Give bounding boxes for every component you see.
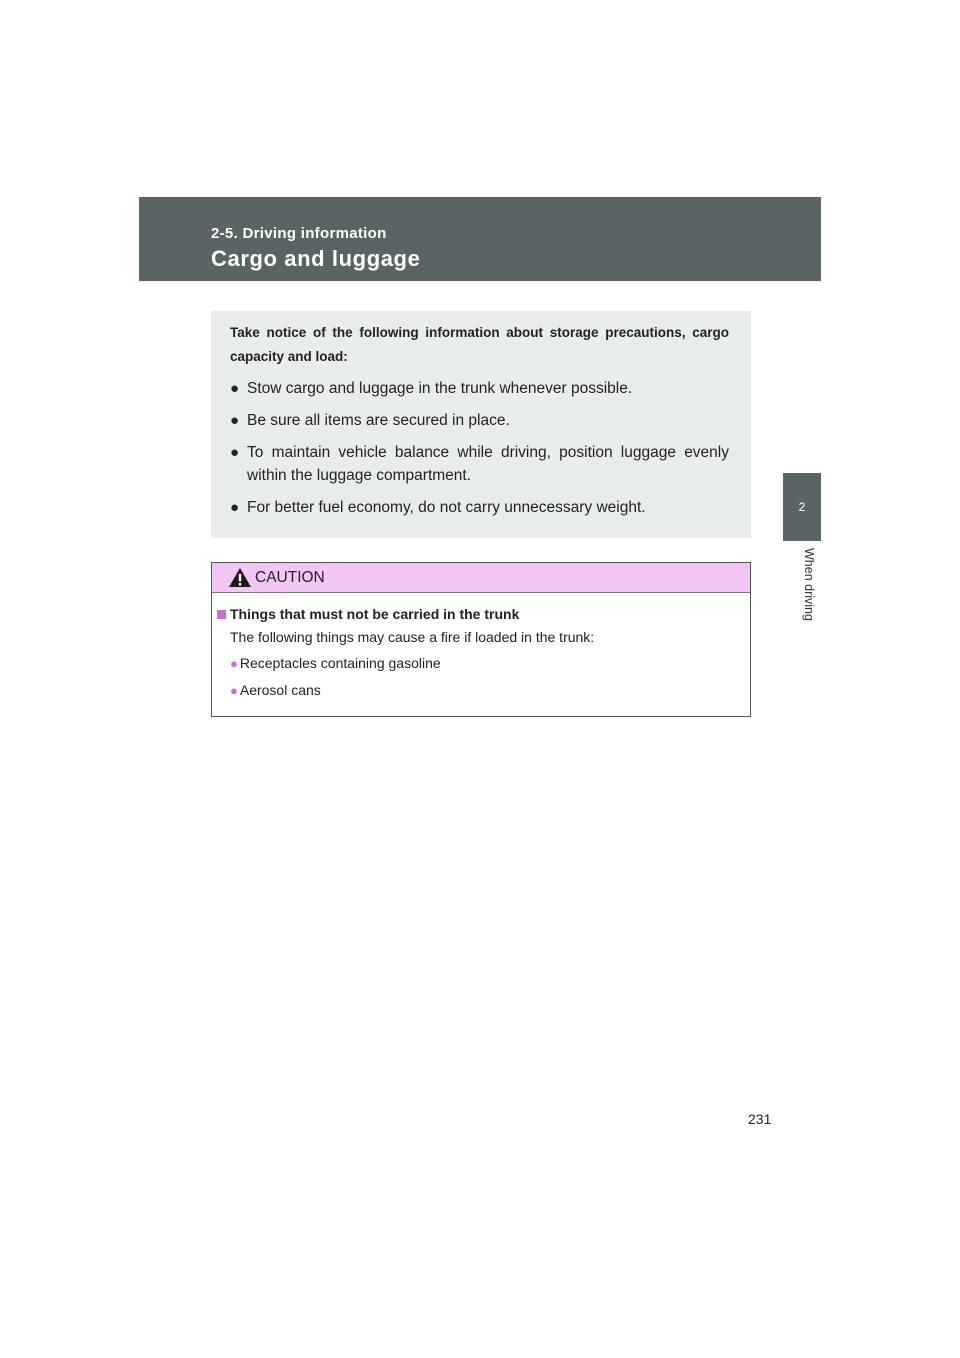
- chapter-tab: [783, 473, 821, 541]
- bullet-dot-icon: ●: [230, 499, 240, 516]
- info-box: [211, 311, 751, 538]
- square-bullet-icon: [217, 610, 226, 619]
- warning-triangle-icon: [228, 567, 252, 588]
- chapter-header: [139, 197, 821, 281]
- caution-list: [217, 650, 750, 704]
- caution-heading: Things that must not be carried in the trunk: [217, 604, 750, 624]
- list-item: ● Stow cargo and luggage in the trunk whenever possible.: [230, 377, 729, 400]
- info-bullet-list: [230, 377, 729, 519]
- bullet-dot-icon: ●: [230, 656, 238, 671]
- list-item: ● Receptacles containing gasoline: [230, 655, 441, 671]
- caution-title: CAUTION: [255, 569, 325, 586]
- list-item: ● Be sure all items are secured in place.: [230, 409, 729, 432]
- list-item: ● Aerosol cans: [230, 682, 321, 698]
- chapter-tab-number: 2: [798, 500, 806, 514]
- bullet-dot-icon: ●: [230, 412, 240, 429]
- caution-body: [212, 593, 750, 704]
- section-label: 2-5. Driving information: [211, 225, 387, 242]
- page-number: 231: [748, 1111, 772, 1127]
- list-item: ● For better fuel economy, do not carry unnecessary weight.: [230, 496, 729, 519]
- caution-header: [212, 563, 750, 593]
- caution-text: The following things may cause a fire if loaded in the trunk:: [230, 629, 595, 645]
- list-item: ● To maintain vehicle balance while driving, position luggage evenly within the luggage compartment.: [230, 441, 729, 487]
- caution-box: [211, 562, 751, 717]
- chapter-tab-label: When driving: [802, 548, 816, 621]
- bullet-dot-icon: ●: [230, 683, 238, 698]
- page-title: Cargo and luggage: [211, 246, 421, 271]
- bullet-dot-icon: ●: [230, 380, 240, 397]
- bullet-dot-icon: ●: [230, 444, 240, 461]
- info-intro: Take notice of the following information about storage precautions, cargo capacity and load:: [230, 325, 729, 364]
